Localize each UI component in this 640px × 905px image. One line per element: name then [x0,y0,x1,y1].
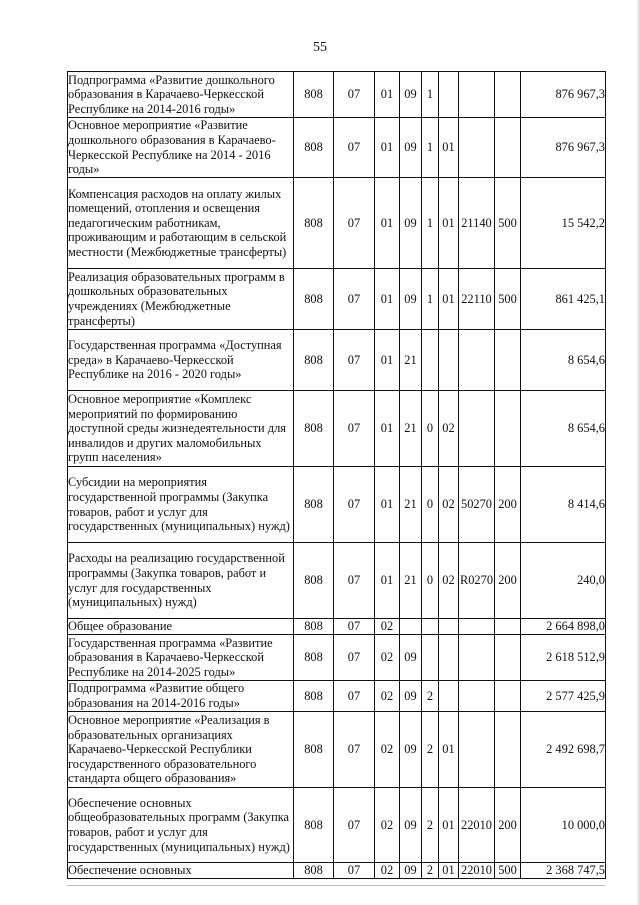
row-code-cell-c2: 07 [334,72,375,118]
row-code-cell-c8 [495,712,521,788]
row-code-cell-c3: 02 [375,619,400,635]
table-row [68,118,606,178]
table-row [68,543,606,619]
row-code-cell-c1: 808 [294,467,334,543]
row-code-cell-c5: 2 [422,863,439,879]
row-code-cell-c3: 02 [375,635,400,681]
row-code-cell-c3: 02 [375,863,400,879]
row-code-cell-c2: 07 [334,788,375,863]
row-amount-cell: 2 492 698,7 [521,712,606,788]
row-code-cell-c4: 09 [400,712,422,788]
row-code-cell-c4: 09 [400,863,422,879]
table-row [68,269,606,330]
row-code-cell-c8 [495,619,521,635]
row-code-cell-c5: 0 [422,391,439,467]
row-amount-cell: 876 967,3 [521,72,606,118]
row-code-cell-c4: 09 [400,72,422,118]
row-code-cell-c1: 808 [294,863,334,879]
table-row [68,619,606,635]
row-code-cell-c3: 01 [375,543,400,619]
row-code-cell-c7 [459,118,495,178]
row-code-cell-c7: 22110 [459,269,495,330]
row-code-cell-c3: 01 [375,178,400,269]
row-amount-cell: 8 654,6 [521,330,606,391]
row-code-cell-c1: 808 [294,543,334,619]
row-code-cell-c8 [495,635,521,681]
row-code-cell-c7 [459,72,495,118]
row-code-cell-c3: 01 [375,391,400,467]
row-code-cell-c5: 1 [422,178,439,269]
row-code-cell-c2: 07 [334,467,375,543]
row-code-cell-c5: 2 [422,712,439,788]
row-code-cell-c3: 01 [375,118,400,178]
row-code-cell-c6 [439,635,459,681]
row-code-cell-c4: 21 [400,330,422,391]
page-number: 55 [313,40,327,55]
row-amount-cell: 2 664 898,0 [521,619,606,635]
row-code-cell-c8 [495,391,521,467]
row-code-cell-c6: 02 [439,543,459,619]
row-code-cell-c4: 09 [400,269,422,330]
row-code-cell-c6 [439,619,459,635]
row-amount-cell: 240,0 [521,543,606,619]
row-name-cell: Подпрограмма «Развитие дошкольного образования в Карачаево-Черкесской Республике на 2014-2016 годы» [68,72,294,118]
row-name-cell: Государственная программа «Развитие образования в Карачаево-Черкесской Республике на 2014-2025 годы» [68,635,294,681]
row-name-cell: Общее образование [68,619,294,635]
row-code-cell-c1: 808 [294,788,334,863]
row-code-cell-c8: 200 [495,788,521,863]
row-code-cell-c5: 1 [422,269,439,330]
row-code-cell-c3: 02 [375,681,400,712]
row-code-cell-c3: 02 [375,712,400,788]
row-code-cell-c7 [459,712,495,788]
row-code-cell-c5: 1 [422,118,439,178]
row-code-cell-c8: 500 [495,178,521,269]
table-row [68,178,606,269]
row-code-cell-c8: 500 [495,269,521,330]
row-code-cell-c5 [422,330,439,391]
row-code-cell-c7 [459,635,495,681]
row-code-cell-c7: 21140 [459,178,495,269]
row-code-cell-c8: 500 [495,863,521,879]
row-code-cell-c8: 200 [495,467,521,543]
row-amount-cell: 876 967,3 [521,118,606,178]
row-code-cell-c8 [495,72,521,118]
row-code-cell-c1: 808 [294,269,334,330]
row-code-cell-c1: 808 [294,72,334,118]
row-code-cell-c3: 01 [375,72,400,118]
row-code-cell-c1: 808 [294,391,334,467]
row-code-cell-c7: 50270 [459,467,495,543]
row-name-cell: Основное мероприятие «Развитие дошкольного образования в Карачаево-Черкесской Республике на 2014 - 2016 годы» [68,118,294,178]
table-row [68,712,606,788]
table-row [68,467,606,543]
row-code-cell-c1: 808 [294,681,334,712]
row-code-cell-c7: 22010 [459,863,495,879]
row-code-cell-c4: 21 [400,391,422,467]
row-code-cell-c2: 07 [334,863,375,879]
row-code-cell-c1: 808 [294,178,334,269]
row-code-cell-c1: 808 [294,635,334,681]
row-code-cell-c5 [422,635,439,681]
row-code-cell-c6: 01 [439,269,459,330]
row-code-cell-c6: 01 [439,863,459,879]
row-code-cell-c4: 09 [400,681,422,712]
row-code-cell-c3: 01 [375,330,400,391]
row-code-cell-c2: 07 [334,118,375,178]
row-code-cell-c5: 1 [422,72,439,118]
row-amount-cell: 15 542,2 [521,178,606,269]
row-code-cell-c4: 09 [400,635,422,681]
table-row [68,72,606,118]
row-amount-cell: 8 654,6 [521,391,606,467]
row-code-cell-c7: 22010 [459,788,495,863]
row-code-cell-c3: 02 [375,788,400,863]
row-code-cell-c5 [422,619,439,635]
row-name-cell: Реализация образовательных программ в дошкольных образовательных учреждениях (Межбюджетные трансферты) [68,269,294,330]
page-bottom-rule [67,885,605,886]
row-code-cell-c5: 2 [422,681,439,712]
row-code-cell-c1: 808 [294,330,334,391]
budget-table [67,71,606,879]
row-code-cell-c6 [439,330,459,391]
row-amount-cell: 10 000,0 [521,788,606,863]
row-code-cell-c2: 07 [334,330,375,391]
row-code-cell-c3: 01 [375,467,400,543]
table-row [68,330,606,391]
row-name-cell: Основное мероприятие «Комплекс мероприятий по формированию доступной среды жизнедеятельности для инвалидов и других маломобильных групп населения» [68,391,294,467]
row-amount-cell: 8 414,6 [521,467,606,543]
row-code-cell-c8 [495,118,521,178]
row-code-cell-c5: 0 [422,467,439,543]
row-code-cell-c2: 07 [334,391,375,467]
row-name-cell: Основное мероприятие «Реализация в образовательных организациях Карачаево-Черкесской Республики государственного образовательного стандарта общего образования» [68,712,294,788]
scan-edge-shadow [636,0,640,905]
table-row [68,391,606,467]
row-code-cell-c4: 21 [400,543,422,619]
row-code-cell-c7 [459,681,495,712]
row-code-cell-c2: 07 [334,619,375,635]
row-code-cell-c7 [459,330,495,391]
row-code-cell-c2: 07 [334,635,375,681]
row-code-cell-c5: 0 [422,543,439,619]
row-name-cell: Обеспечение основных общеобразовательных программ (Закупка товаров, работ и услуг для государственных (муниципальных) нужд) [68,788,294,863]
row-code-cell-c7: R0270 [459,543,495,619]
row-code-cell-c2: 07 [334,712,375,788]
row-name-cell: Подпрограмма «Развитие общего образования на 2014-2016 годы» [68,681,294,712]
row-code-cell-c7 [459,391,495,467]
row-name-cell: Расходы на реализацию государственной программы (Закупка товаров, работ и услуг для государственных (муниципальных) нужд) [68,543,294,619]
row-code-cell-c6: 02 [439,391,459,467]
table-row [68,863,606,879]
row-amount-cell: 2 577 425,9 [521,681,606,712]
row-name-cell: Компенсация расходов на оплату жилых помещений, отопления и освещения педагогическим работникам, проживающим и работающим в сельской местности (Межбюджетные трансферты) [68,178,294,269]
row-code-cell-c2: 07 [334,543,375,619]
row-code-cell-c4: 09 [400,178,422,269]
row-code-cell-c4: 21 [400,467,422,543]
row-code-cell-c2: 07 [334,681,375,712]
row-code-cell-c1: 808 [294,619,334,635]
row-code-cell-c2: 07 [334,269,375,330]
row-code-cell-c4 [400,619,422,635]
row-code-cell-c5: 2 [422,788,439,863]
row-code-cell-c6: 01 [439,118,459,178]
row-code-cell-c7 [459,619,495,635]
row-code-cell-c6: 01 [439,788,459,863]
row-code-cell-c8 [495,681,521,712]
row-code-cell-c1: 808 [294,118,334,178]
row-code-cell-c6 [439,681,459,712]
row-code-cell-c8 [495,330,521,391]
table-row [68,681,606,712]
row-amount-cell: 861 425,1 [521,269,606,330]
row-code-cell-c6: 01 [439,712,459,788]
table-row [68,635,606,681]
row-code-cell-c1: 808 [294,712,334,788]
row-amount-cell: 2 618 512,9 [521,635,606,681]
row-code-cell-c4: 09 [400,118,422,178]
table-body [68,72,606,879]
row-name-cell: Обеспечение основных [68,863,294,879]
row-code-cell-c8: 200 [495,543,521,619]
row-code-cell-c6 [439,72,459,118]
table-row [68,788,606,863]
row-code-cell-c6: 02 [439,467,459,543]
row-amount-cell: 2 368 747,5 [521,863,606,879]
row-code-cell-c3: 01 [375,269,400,330]
row-code-cell-c2: 07 [334,178,375,269]
row-name-cell: Государственная программа «Доступная среда» в Карачаево-Черкесской Республике на 2016 - 2020 годы» [68,330,294,391]
row-code-cell-c6: 01 [439,178,459,269]
row-name-cell: Субсидии на мероприятия государственной программы (Закупка товаров, работ и услуг для государственных (муниципальных) нужд) [68,467,294,543]
row-code-cell-c4: 09 [400,788,422,863]
